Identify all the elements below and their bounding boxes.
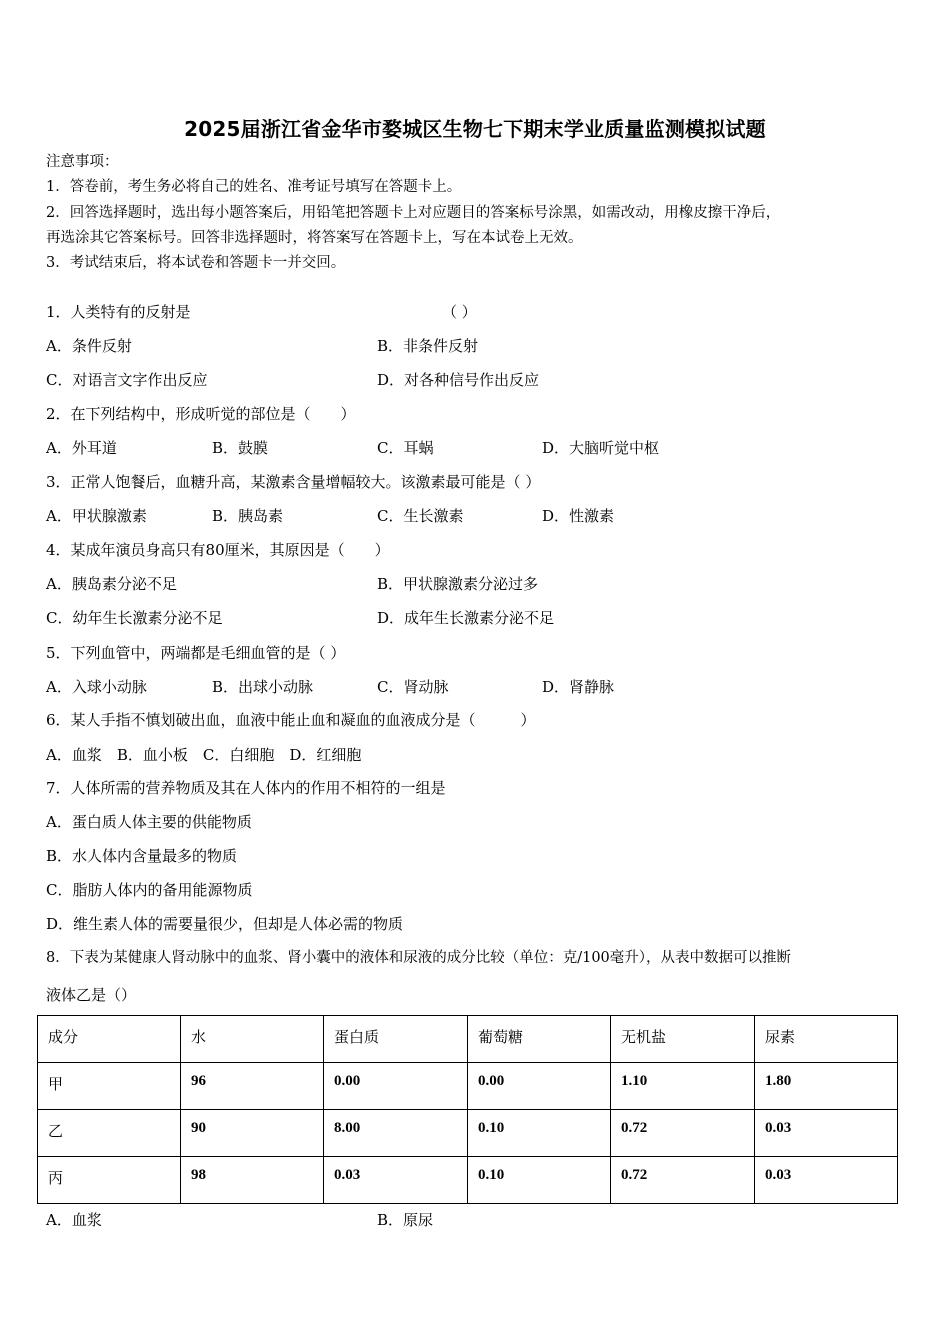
option-d: D．大脑听觉中枢 — [542, 439, 660, 457]
question-stem: 6．某人手指不慎划破出血，血液中能止血和凝血的血液成分是（ ） — [46, 711, 536, 729]
composition-table — [37, 1015, 898, 1204]
option-a: A．外耳道 — [46, 439, 117, 457]
table-cell: 丙 — [38, 1157, 181, 1204]
question-stem: 3．正常人饱餐后，血糖升高，某激素含量增幅较大。该激素最可能是（ ） — [46, 473, 541, 491]
answer-paren: （ ） — [442, 303, 477, 321]
option-b: B．非条件反射 — [377, 337, 479, 355]
option-a: A．胰岛素分泌不足 — [46, 575, 177, 593]
option-d: D．成年生长激素分泌不足 — [377, 609, 555, 627]
option-b: B．甲状腺激素分泌过多 — [377, 575, 539, 593]
table-cell: 0.00 — [324, 1063, 468, 1110]
notice-item: 2．回答选择题时，选出每小题答案后，用铅笔把答题卡上对应题目的答案标号涂黑，如需改动，用橡皮擦干净后， — [46, 205, 781, 221]
option-c: C．幼年生长激素分泌不足 — [46, 609, 223, 627]
table-cell: 0.72 — [611, 1110, 755, 1157]
option-c: C．耳蜗 — [377, 439, 434, 457]
table-cell: 乙 — [38, 1110, 181, 1157]
option-c: C．肾动脉 — [377, 678, 449, 696]
option-b: B．鼓膜 — [212, 439, 269, 457]
option-d: D．性激素 — [542, 507, 615, 525]
table-cell: 0.10 — [468, 1110, 611, 1157]
question-stem: 7．人体所需的营养物质及其在人体内的作用不相符的一组是 — [46, 779, 446, 797]
notice-item: 3．考试结束后，将本试卷和答题卡一并交回。 — [46, 255, 346, 271]
question-stem: 5．下列血管中，两端都是毛细血管的是（ ） — [46, 644, 346, 662]
options-line: A．血浆 B．血小板 C．白细胞 D．红细胞 — [46, 746, 362, 764]
table-row — [38, 1063, 898, 1110]
table-cell: 0.10 — [468, 1157, 611, 1204]
notice-item: 再选涂其它答案标号。回答非选择题时，将答案写在答题卡上，写在本试卷上无效。 — [46, 230, 583, 246]
table-cell: 0.03 — [755, 1110, 898, 1157]
table-cell: 甲 — [38, 1063, 181, 1110]
table-cell: 8.00 — [324, 1110, 468, 1157]
option-b: B．胰岛素 — [212, 507, 284, 525]
question-stem: 8．下表为某健康人肾动脉中的血浆、肾小囊中的液体和尿液的成分比较（单位：克/100毫升），从表中数据可以推断 — [46, 950, 792, 966]
option-a: A．蛋白质人体主要的供能物质 — [46, 813, 252, 831]
table-header-row — [38, 1016, 898, 1063]
table-cell: 0.72 — [611, 1157, 755, 1204]
table-header-cell: 葡萄糖 — [468, 1016, 611, 1063]
option-c: C．对语言文字作出反应 — [46, 371, 208, 389]
notice-heading: 注意事项： — [46, 154, 119, 170]
table-cell: 0.00 — [468, 1063, 611, 1110]
question-stem: 2．在下列结构中，形成听觉的部位是（ ） — [46, 405, 356, 423]
option-a: A．血浆 — [46, 1211, 102, 1229]
table-header-cell: 尿素 — [755, 1016, 898, 1063]
question-stem: 4．某成年演员身高只有80厘米，其原因是（ ） — [46, 541, 390, 559]
question-stem: 1．人类特有的反射是 — [46, 303, 191, 321]
table-cell: 96 — [181, 1063, 324, 1110]
option-c: C．生长激素 — [377, 507, 464, 525]
option-a: A．入球小动脉 — [46, 678, 147, 696]
table-cell: 0.03 — [755, 1157, 898, 1204]
table-row — [38, 1157, 898, 1204]
table-cell: 1.10 — [611, 1063, 755, 1110]
table-header-cell: 成分 — [38, 1016, 181, 1063]
table-cell: 0.03 — [324, 1157, 468, 1204]
option-b: B．出球小动脉 — [212, 678, 314, 696]
table-header-cell: 蛋白质 — [324, 1016, 468, 1063]
table-row — [38, 1110, 898, 1157]
table-header-cell: 水 — [181, 1016, 324, 1063]
page-title: 2025届浙江省金华市婺城区生物七下期末学业质量监测模拟试题 — [184, 117, 766, 141]
notice-item: 1．答卷前，考生务必将自己的姓名、准考证号填写在答题卡上。 — [46, 179, 462, 195]
table-header-cell: 无机盐 — [611, 1016, 755, 1063]
option-b: B．原尿 — [377, 1211, 434, 1229]
option-b: B．水人体内含量最多的物质 — [46, 847, 238, 865]
question-stem-continued: 液体乙是（） — [46, 986, 137, 1004]
option-d: D．对各种信号作出反应 — [377, 371, 540, 389]
option-d: D．维生素人体的需要量很少，但却是人体必需的物质 — [46, 915, 404, 933]
option-a: A．甲状腺激素 — [46, 507, 147, 525]
option-c: C．脂肪人体内的备用能源物质 — [46, 881, 253, 899]
table-cell: 1.80 — [755, 1063, 898, 1110]
table-cell: 98 — [181, 1157, 324, 1204]
table-cell: 90 — [181, 1110, 324, 1157]
option-a: A．条件反射 — [46, 337, 132, 355]
option-d: D．肾静脉 — [542, 678, 615, 696]
